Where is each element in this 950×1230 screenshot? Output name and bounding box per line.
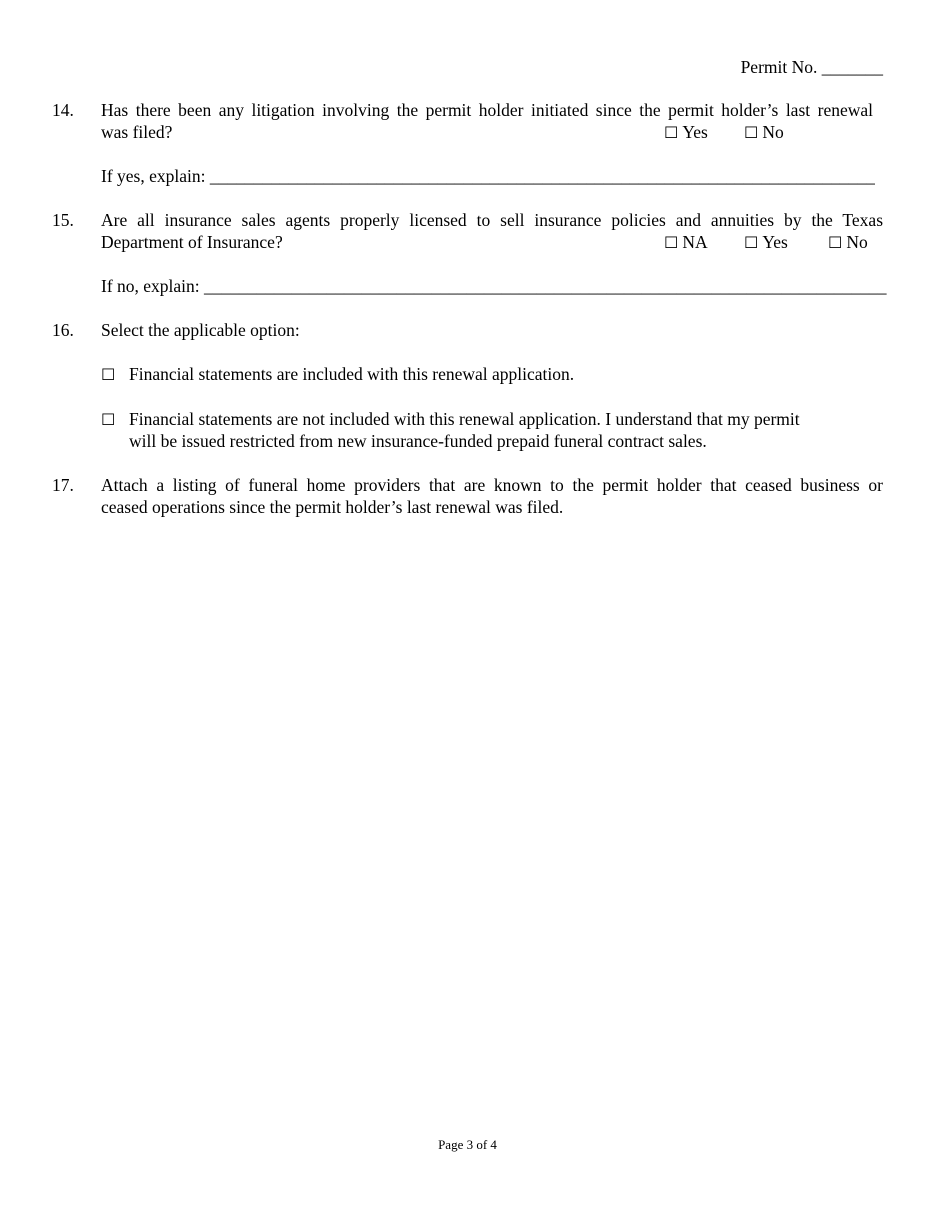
question-14-no-label: No: [762, 122, 784, 142]
question-17-text-line2: ceased operations since the permit holder’s last renewal was filed.: [101, 497, 564, 517]
question-14-yes-label: Yes: [682, 122, 708, 142]
checkbox-icon[interactable]: ☐: [101, 410, 116, 429]
question-16-option-b-label-line1: Financial statements are not included with this renewal application. I understand that my permit: [129, 409, 800, 429]
question-16-option-a-label: Financial statements are included with this renewal application.: [129, 364, 575, 384]
checkbox-icon[interactable]: ☐: [744, 123, 759, 142]
checkbox-icon[interactable]: ☐: [664, 233, 679, 252]
question-15-na-option[interactable]: [664, 231, 708, 254]
checkbox-icon[interactable]: ☐: [744, 233, 759, 252]
question-15-text-line1: Are all insurance sales agents properly licensed to sell insurance policies and annuities by the Texas: [101, 210, 883, 230]
question-16-option-b-checkbox[interactable]: [101, 408, 119, 431]
question-16-option-b-label-line2: will be issued restricted from new insurance-funded prepaid funeral contract sales.: [129, 431, 707, 451]
permit-number-label: Permit No. _______: [740, 57, 883, 77]
question-16-text: Select the applicable option:: [101, 320, 300, 340]
question-15-text-line2: Department of Insurance?: [101, 232, 283, 252]
question-17-number: 17.: [52, 475, 74, 495]
checkbox-icon[interactable]: ☐: [664, 123, 679, 142]
question-15-number: 15.: [52, 210, 74, 230]
question-15-explain-field[interactable]: If no, explain: ______________________________________________________________________________: [101, 276, 887, 296]
question-14-no-option[interactable]: [744, 121, 784, 144]
checkbox-icon[interactable]: ☐: [101, 365, 116, 384]
question-16-number: 16.: [52, 320, 74, 340]
question-17-text-line1: Attach a listing of funeral home providers that are known to the permit holder that ceased business or: [101, 475, 883, 495]
question-15-no-option[interactable]: [828, 231, 868, 254]
question-14-number: 14.: [52, 100, 74, 120]
question-14-yes-option[interactable]: [664, 121, 708, 144]
checkbox-icon[interactable]: ☐: [828, 233, 843, 252]
question-15-yes-option[interactable]: [744, 231, 788, 254]
question-14-text-line2: was filed?: [101, 122, 173, 142]
page-number: Page 3 of 4: [438, 1137, 497, 1152]
question-15-na-label: NA: [682, 232, 708, 252]
question-15-no-label: No: [846, 232, 868, 252]
question-16-option-a-checkbox[interactable]: [101, 363, 119, 386]
question-15-yes-label: Yes: [762, 232, 788, 252]
question-14-text-line1: Has there been any litigation involving the permit holder initiated since the permit holder’s last renewal: [101, 100, 873, 120]
question-14-explain-field[interactable]: If yes, explain: ____________________________________________________________________________: [101, 166, 875, 186]
